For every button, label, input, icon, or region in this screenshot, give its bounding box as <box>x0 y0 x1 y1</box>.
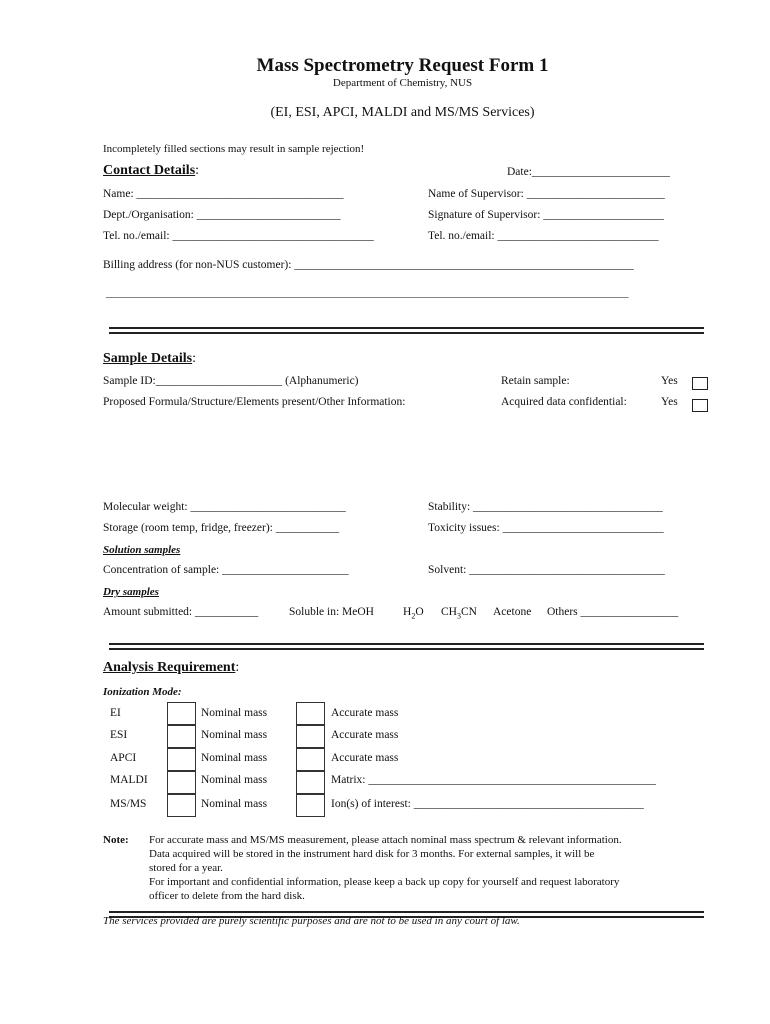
note-line: For accurate mass and MS/MS measurement, please attach nominal mass spectrum & relevant information. <box>149 834 622 846</box>
msms-nominal-checkbox[interactable] <box>167 794 196 817</box>
toxicity-field[interactable]: Toxicity issues: ____________________________ <box>428 522 664 534</box>
h2o-label: $H_2O$ <box>403 606 424 621</box>
concentration-field[interactable]: Concentration of sample: ______________________ <box>103 564 349 576</box>
maldi-nominal-checkbox[interactable] <box>167 771 196 794</box>
stability-field[interactable]: Stability: _________________________________ <box>428 501 663 513</box>
sample-details-colon: : <box>192 351 196 366</box>
esi-nominal-checkbox[interactable] <box>167 725 196 748</box>
billing-address-field[interactable]: Billing address (for non-NUS customer): ___________________________________________________________ <box>103 259 634 271</box>
maldi-accurate-checkbox[interactable] <box>296 771 325 794</box>
molecular-weight-field[interactable]: Molecular weight: ___________________________ <box>103 501 346 513</box>
analysis-requirement-colon: : <box>235 660 240 675</box>
nominal-mass-label: Nominal mass <box>201 752 268 764</box>
sample-details-heading <box>103 350 196 368</box>
ei-accurate-checkbox[interactable] <box>296 702 325 725</box>
nominal-mass-label: Nominal mass <box>201 707 268 719</box>
supervisor-signature-field[interactable]: Signature of Supervisor: _____________________ <box>428 209 665 221</box>
solution-samples-heading: Solution samples <box>103 544 181 556</box>
proposed-formula-label: Proposed Formula/Structure/Elements present/Other Information: <box>103 396 406 408</box>
sample-id-field[interactable]: Sample ID:______________________ (Alphanumeric) <box>103 375 359 387</box>
accurate-mass-label: Accurate mass <box>331 729 399 741</box>
supervisor-name-field[interactable]: Name of Supervisor: ________________________ <box>428 188 665 200</box>
note-label: Note: <box>103 834 129 846</box>
sample-details-title: Sample Details <box>103 351 193 366</box>
esi-accurate-checkbox[interactable] <box>296 725 325 748</box>
tel-email-field[interactable]: Tel. no./email: ___________________________________ <box>103 230 374 242</box>
storage-field[interactable]: Storage (room temp, fridge, freezer): ___________ <box>103 522 339 534</box>
department-field[interactable]: Dept./Organisation: _________________________ <box>103 209 341 221</box>
dry-samples-heading: Dry samples <box>103 586 159 598</box>
accurate-mass-label: Accurate mass <box>331 752 399 764</box>
footer-disclaimer: The services provided are purely scientific purposes and are not to be used in any court of law. <box>103 915 520 927</box>
data-confidential-label: Acquired data confidential: <box>501 396 627 408</box>
note-line: Data acquired will be stored in the instrument hard disk for 3 months. For external samples, it will be <box>149 848 595 860</box>
ei-nominal-checkbox[interactable] <box>167 702 196 725</box>
note-line: For important and confidential information, please keep a back up copy for yourself and request laboratory <box>149 876 620 888</box>
retain-sample-label: Retain sample: <box>501 375 570 387</box>
billing-address-line-2[interactable]: _______________________________________________________________________________________________ <box>106 287 629 299</box>
matrix-field[interactable]: Matrix: __________________________________________________ <box>331 774 656 786</box>
mode-label-maldi: MALDI <box>110 774 148 786</box>
mode-label-esi: ESI <box>110 729 128 741</box>
mode-label-apci: APCI <box>110 752 137 764</box>
form-title: Mass Spectrometry Request Form 1 <box>256 55 549 76</box>
contact-details-heading <box>103 162 199 180</box>
services-subtitle: (EI, ESI, APCI, MALDI and MS/MS Services) <box>270 105 535 120</box>
retain-sample-checkbox[interactable] <box>692 377 708 390</box>
supervisor-tel-email-field[interactable]: Tel. no./email: ____________________________ <box>428 230 659 242</box>
contact-details-colon: : <box>195 163 200 178</box>
ions-of-interest-field[interactable]: Ion(s) of interest: ________________________________________ <box>331 798 644 810</box>
note-line: officer to delete from the hard disk. <box>149 890 305 902</box>
name-field[interactable]: Name: ____________________________________ <box>103 188 344 200</box>
solvent-field[interactable]: Solvent: __________________________________ <box>428 564 665 576</box>
accurate-mass-label: Accurate mass <box>331 707 399 719</box>
retain-sample-yes-label: Yes <box>661 375 678 387</box>
mode-label-msms: MS/MS <box>110 798 147 810</box>
nominal-mass-label: Nominal mass <box>201 729 268 741</box>
amount-submitted-field[interactable]: Amount submitted: ___________ <box>103 606 259 618</box>
soluble-in-label: Soluble in: MeOH <box>289 606 374 618</box>
note-line: stored for a year. <box>149 862 223 874</box>
department-label: Department of Chemistry, NUS <box>332 77 473 89</box>
ch3cn-label: $CH_3CN$ <box>441 606 477 621</box>
acetone-label: Acetone <box>493 606 532 618</box>
others-solvent-field[interactable]: Others _________________ <box>547 606 679 618</box>
mode-label-ei: EI <box>110 707 121 719</box>
rejection-warning: Incompletely filled sections may result in sample rejection! <box>103 143 365 155</box>
apci-nominal-checkbox[interactable] <box>167 748 196 771</box>
nominal-mass-label: Nominal mass <box>201 798 268 810</box>
apci-accurate-checkbox[interactable] <box>296 748 325 771</box>
ionization-mode-label: Ionization Mode: <box>103 686 182 698</box>
analysis-requirement-title: Analysis Requirement <box>103 660 236 675</box>
analysis-requirement-heading <box>103 659 239 677</box>
data-confidential-yes-label: Yes <box>661 396 678 408</box>
section-divider <box>109 643 704 650</box>
nominal-mass-label: Nominal mass <box>201 774 268 786</box>
date-field[interactable]: Date:________________________ <box>507 166 670 178</box>
section-divider <box>109 327 704 334</box>
contact-details-title: Contact Details <box>103 163 196 178</box>
data-confidential-checkbox[interactable] <box>692 399 708 412</box>
msms-accurate-checkbox[interactable] <box>296 794 325 817</box>
